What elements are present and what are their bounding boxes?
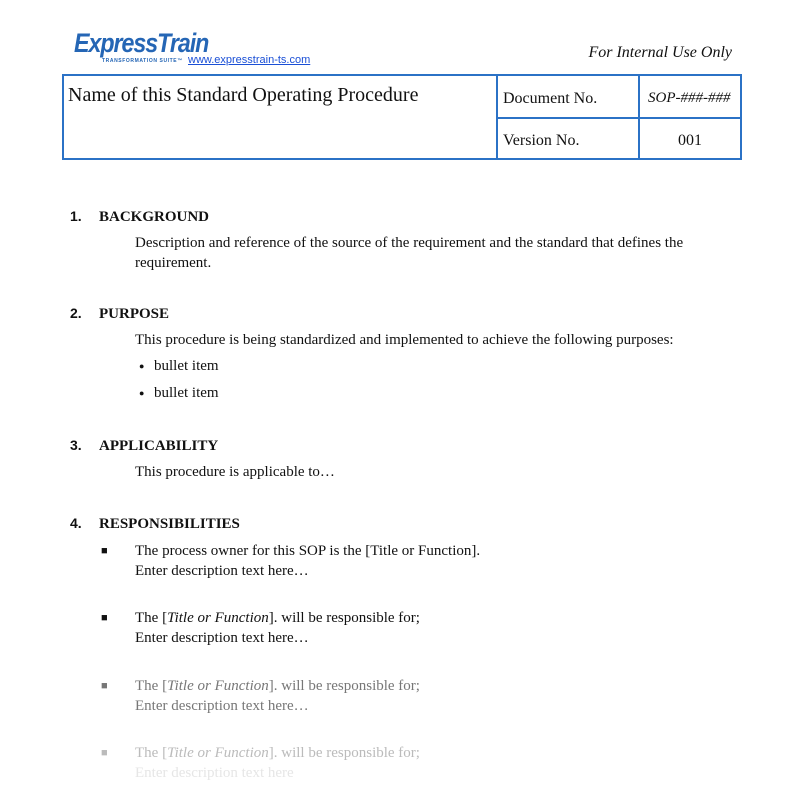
website-link[interactable]: www.expresstrain-ts.com: [188, 54, 311, 66]
document-no-value: SOP-###-###: [648, 90, 731, 106]
responsibility-item: The process owner for this SOP is the [Title or Function]. Enter description text here…: [135, 543, 481, 579]
background-text: Description and reference of the source of the requirement and the standard that defines the requirement.: [135, 235, 684, 271]
square-bullet-icon: ■: [101, 747, 108, 759]
purpose-bullet-item: ● bullet item: [154, 385, 219, 402]
logo-tagline: TRANSFORMATION SUITE™: [102, 58, 183, 64]
section-heading-applicability: 3. APPLICABILITY: [70, 437, 219, 454]
table-divider: [496, 117, 740, 119]
sop-name: Name of this Standard Operating Procedure: [68, 84, 419, 106]
square-bullet-icon: ■: [101, 545, 108, 557]
responsibility-item: The [Title or Function]. will be responsible for; Enter description text here…: [135, 610, 420, 646]
applicability-text: This procedure is applicable to…: [135, 464, 335, 480]
square-bullet-icon: ■: [101, 612, 108, 624]
sop-header-table: [62, 74, 742, 160]
section-heading-background: 1. BACKGROUND: [70, 208, 210, 225]
version-no-label: Version No.: [503, 132, 580, 149]
section-heading-responsibilities: 4. RESPONSIBILITIES: [70, 515, 240, 532]
document-no-label: Document No.: [503, 90, 598, 107]
internal-use-notice: For Internal Use Only: [588, 44, 732, 61]
responsibility-item: The [Title or Function]. will be responsible for; Enter description text here: [135, 745, 420, 781]
section-heading-purpose: 2. PURPOSE: [70, 305, 170, 322]
purpose-bullet-item: ● bullet item: [154, 358, 219, 375]
version-no-value: 001: [678, 132, 702, 149]
purpose-text: This procedure is being standardized and implemented to achieve the following purposes:: [135, 332, 674, 348]
square-bullet-icon: ■: [101, 680, 108, 692]
responsibility-item: The [Title or Function]. will be responsible for; Enter description text here…: [135, 678, 420, 714]
logo-wordmark: ExpressTrain: [74, 28, 209, 58]
